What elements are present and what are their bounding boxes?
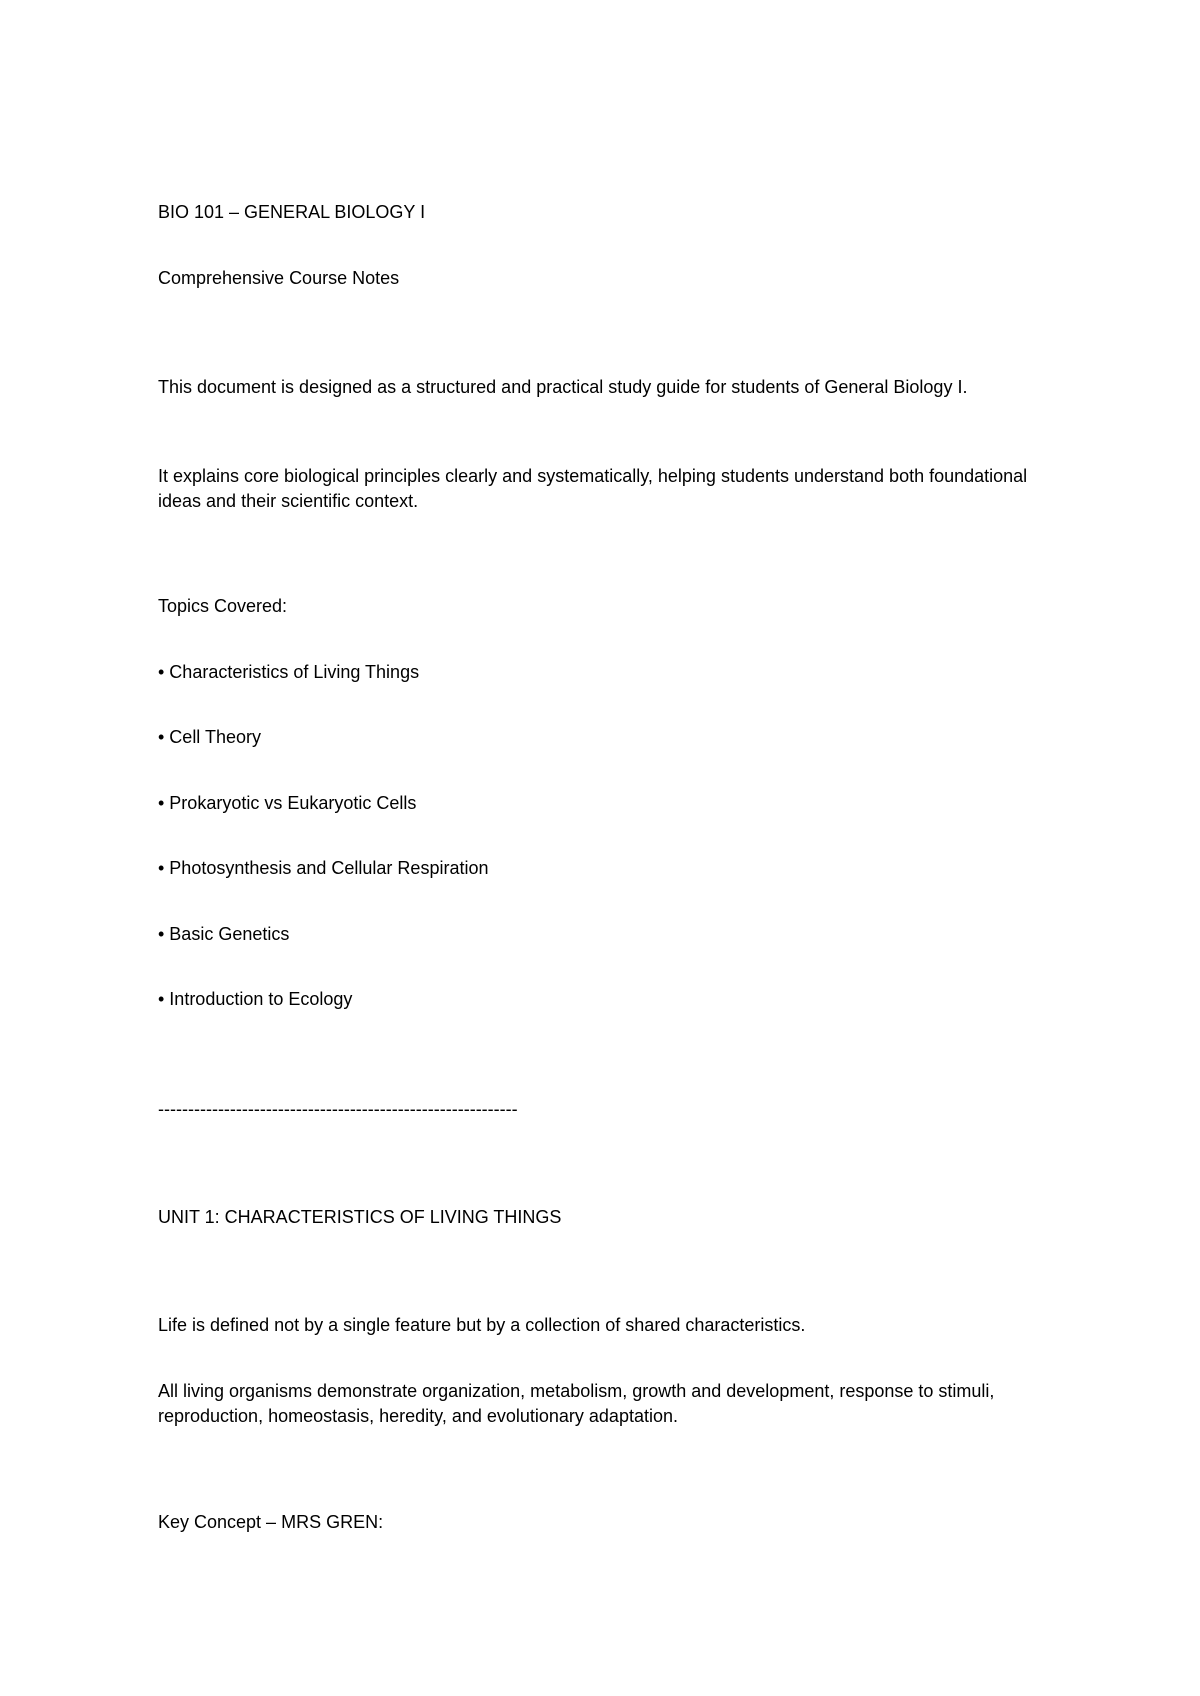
course-title: BIO 101 – GENERAL BIOLOGY I <box>158 202 426 222</box>
unit1-paragraph-2: All living organisms demonstrate organization, metabolism, growth and development, response to stimuli, reproduction, homeostasis, heredity, and evolutionary adaptation. <box>158 1381 995 1426</box>
topic-item: • Basic Genetics <box>158 924 290 944</box>
topic-item: • Characteristics of Living Things <box>158 662 420 682</box>
intro-paragraph-1: This document is designed as a structured and practical study guide for students of General Biology I. <box>158 377 968 397</box>
key-concept-heading: Key Concept – MRS GREN: <box>158 1512 384 1532</box>
topic-item: • Cell Theory <box>158 727 262 747</box>
unit1-paragraph-1: Life is defined not by a single feature but by a collection of shared characteristics. <box>158 1315 806 1335</box>
topic-item: • Introduction to Ecology <box>158 989 353 1009</box>
topics-heading: Topics Covered: <box>158 596 288 616</box>
topic-item: • Photosynthesis and Cellular Respiration <box>158 858 489 878</box>
intro-paragraph-2: It explains core biological principles clearly and systematically, helping students understand both foundational ideas and their scientific context. <box>158 466 1028 511</box>
document-subtitle: Comprehensive Course Notes <box>158 268 400 288</box>
section-separator: ------------------------------------------------------------ <box>158 1099 518 1119</box>
topic-item: • Prokaryotic vs Eukaryotic Cells <box>158 793 417 813</box>
unit1-heading: UNIT 1: CHARACTERISTICS OF LIVING THINGS <box>158 1207 562 1227</box>
